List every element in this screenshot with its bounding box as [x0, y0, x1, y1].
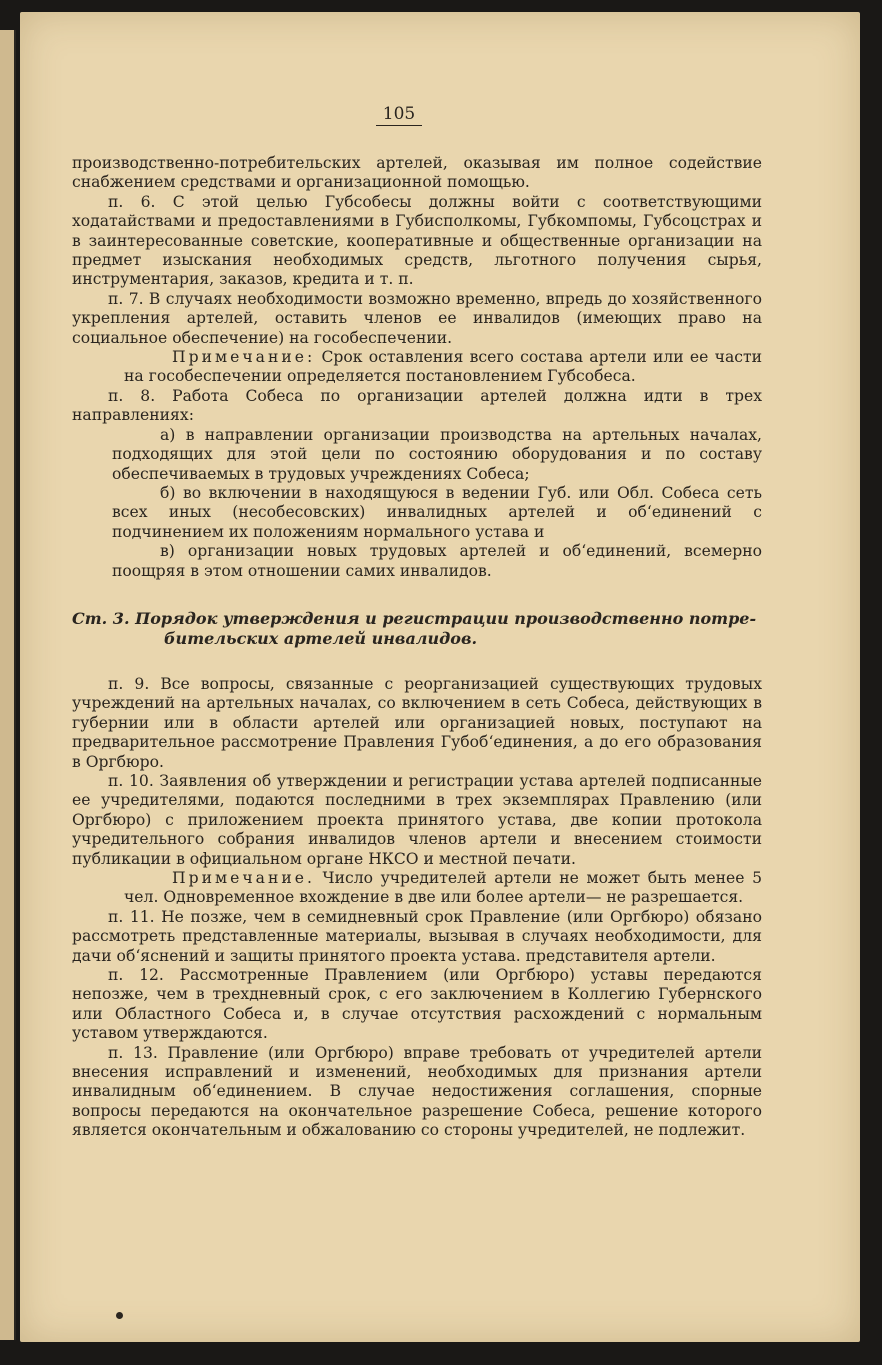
section-title	[72, 609, 762, 649]
ink-dot	[116, 1312, 123, 1319]
left-page-edge	[0, 30, 16, 1340]
paragraph-10: п. 10. Заявления об утверждении и регистрации устава артелей подписанные ее учредителями, подаются последними в трех экземплярах Правлению (или Оргбюро) с приложением проекта принятого устава, две копии протокола учредительного собрания инвалидов членов артели и внесением стоимости публикации в официальном органе НКСО и местной печати.	[72, 771, 762, 868]
paragraph-13: п. 13. Правление (или Оргбюро) вправе требовать от учредителей артели внесения исправлений и изменений, необходимых для признания артели инвалидным об‘единением. В случае недостижения соглашения, спорные вопросы передаются на окончательное разрешение Собеса, решение которого является окончательным и обжалованию со стороны учредителей, не подлежит.	[72, 1043, 762, 1140]
note-2-text: Число учредителей артели не может быть менее 5 чел. Одновременное вхождение в две или более артели— не разрешается.	[124, 869, 762, 907]
note-2	[124, 869, 762, 908]
note-1-text: Срок оставления всего состава артели или ее части на гособеспечении определяется постановлением Губсобеса.	[124, 348, 762, 386]
paragraph-8: п. 8. Работа Собеса по организации артелей должна идти в трех направлениях:	[72, 386, 762, 425]
note-1	[124, 348, 762, 387]
paragraph-6: п. 6. С этой целью Губсобесы должны войти с соответствующими ходатайствами и предоставлениями в Губисполкомы, Губкомпомы, Губсоцстрах и в заинтересованные советские, кооперативные и общественные организации на предмет изыскания необходимых средств, льготного получения сырья, инструментария, заказов, кредита и т. п.	[72, 192, 762, 289]
paragraph-7: п. 7. В случаях необходимости возможно временно, впредь до хозяйственного укрепления артелей, оставить членов ее инвалидов (имеющих право на социальное обеспечение) на гособеспечении.	[72, 289, 762, 347]
section-title-line-2: бительских артелей инвалидов.	[164, 628, 478, 648]
section-title-line-1: Ст. 3. Порядок утверждения и регистрации производственно потре-	[72, 608, 757, 628]
page-body	[72, 154, 762, 1141]
paragraph-continuation: производственно-потребительских артелей, оказывая им полное содействие снабжением средствами и организационной помощью.	[72, 154, 762, 192]
list-item-c: в) организации новых трудовых артелей и об‘единений, всемерно поощряя в этом отношении самих инвалидов.	[112, 542, 762, 580]
list-item-b: б) во включении в находящуюся в ведении Губ. или Обл. Собеса сеть всех иных (несобесовских) инвалидных артелей и об‘единений с подчинением их положениям нормального устава и	[112, 483, 762, 541]
paragraph-9: п. 9. Все вопросы, связанные с реорганизацией существующих трудовых учреждений на артельных началах, со включением в сеть Собеса, действующих в губернии или в области артелей или организацией новых, поступают на предварительное рассмотрение Правления Губоб‘единения, а до его образования в Оргбюро.	[72, 674, 762, 771]
page-number: 105	[376, 104, 422, 126]
note-2-label: Примечание.	[172, 869, 315, 887]
list-item-a: а) в направлении организации производства на артельных началах, подходящих для этой цели по состоянию оборудования и по составу обеспечиваемых в трудовых учреждениях Собеса;	[112, 425, 762, 483]
note-1-label: Примечание:	[172, 348, 316, 367]
book-page	[20, 12, 860, 1342]
paragraph-12: п. 12. Рассмотренные Правлением (или Оргбюро) уставы передаются непозже, чем в трехдневный срок, с его заключением в Коллегию Губернского или Областного Собеса и, в случае отсутствия расхождений с нормальным уставом утверждаются.	[72, 966, 762, 1043]
paragraph-11: п. 11. Не позже, чем в семидневный срок Правление (или Оргбюро) обязано рассмотреть представленные материалы, вызывая в случаях необходимости, для дачи об‘яснений и защиты принятого проекта устава. представителя артели.	[72, 907, 762, 965]
